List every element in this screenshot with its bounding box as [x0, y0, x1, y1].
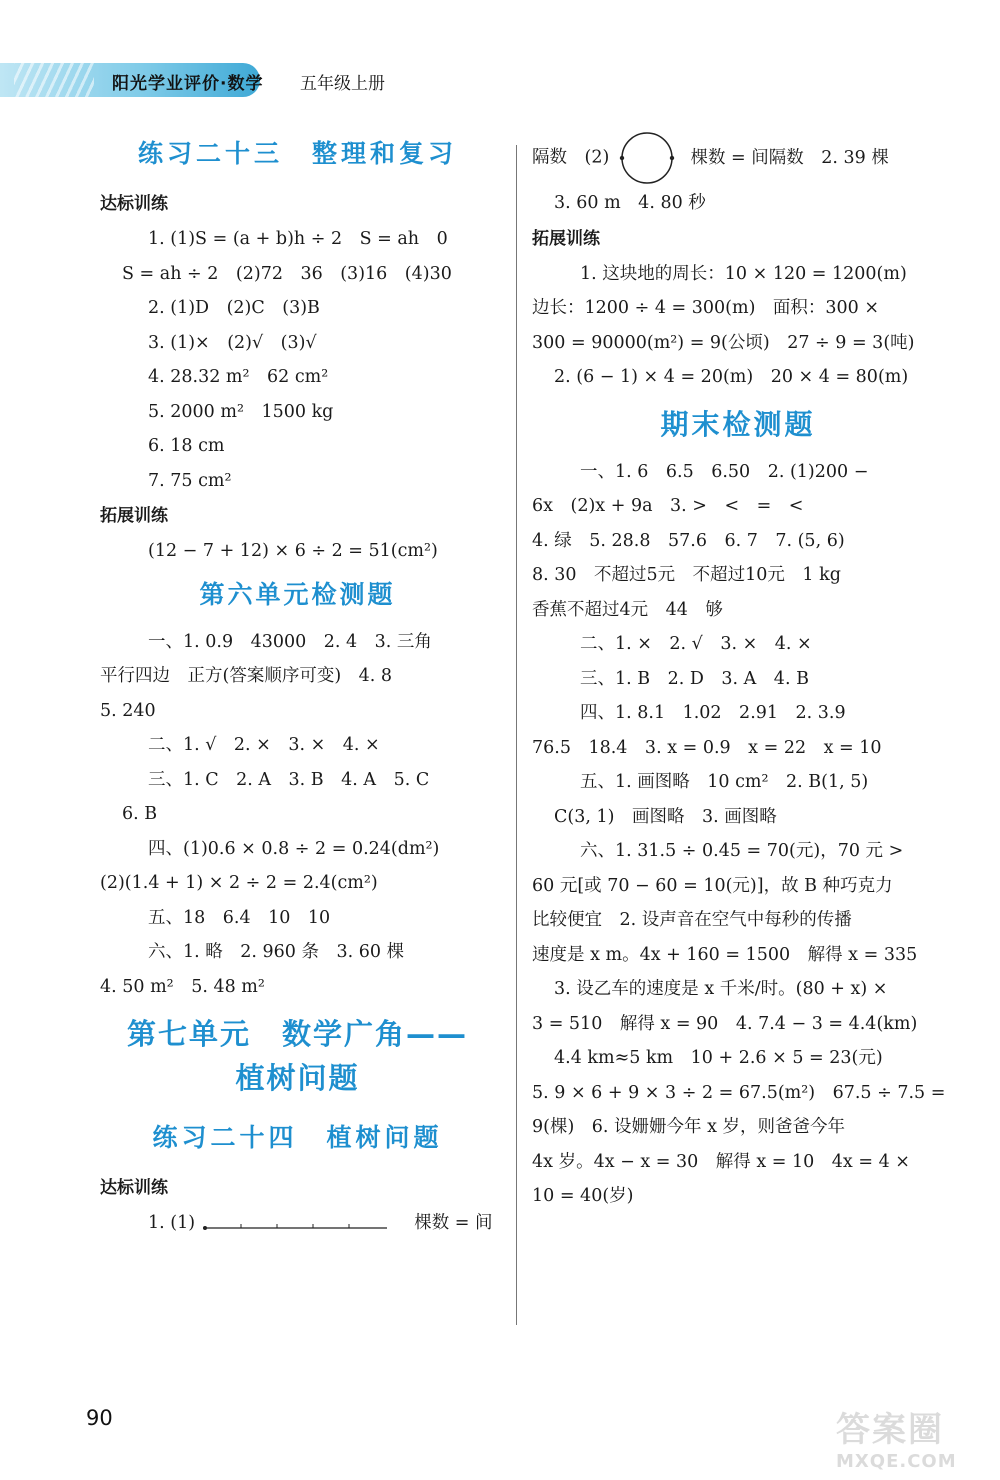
answer-line: 5. 9 × 6 + 9 × 3 ÷ 2 = 67.5(m²) 67.5 ÷ 7.5 =	[532, 1082, 946, 1103]
answer-line: 三、1. B 2. D 3. A 4. B	[580, 668, 809, 689]
answer-line: 5. 2000 m² 1500 kg	[148, 401, 334, 422]
answer-line: 六、1. 31.5 ÷ 0.45 = 70(元)，70 元 >	[580, 841, 904, 861]
answer-line: (2)(1.4 + 1) × 2 ÷ 2 = 2.4(cm²)	[100, 873, 378, 893]
answer-line-with-figure	[100, 1206, 495, 1241]
answer-line: 1. 这块地的周长：10 × 120 = 1200(m)	[580, 263, 907, 284]
left-column	[100, 130, 495, 1241]
answer-line: 三、1. C 2. A 3. B 4. A 5. C	[148, 769, 430, 790]
answer-line: 速度是 x m。4x + 160 = 1500 解得 x = 335	[532, 944, 918, 965]
page-number: 90	[86, 1406, 113, 1430]
answer-line: 2. (6 − 1) × 4 = 20(m) 20 × 4 = 80(m)	[554, 367, 909, 387]
header-stripe-decoration	[14, 57, 94, 101]
answer-suffix: 棵数 = 间隔数 2. 39 棵	[690, 147, 889, 168]
subheading-tuozhan: 拓展训练	[532, 228, 600, 249]
section-title-exercise-23: 练习二十三 整理和复习	[137, 139, 457, 168]
answer-line: 76.5 18.4 3. x = 0.9 x = 22 x = 10	[532, 737, 882, 758]
unit7-title-line1: 第七单元 数学广角——	[126, 1017, 468, 1051]
answer-line: 9(棵) 6. 设姗姗今年 x 岁，则爸爸今年	[532, 1117, 846, 1137]
circle-tree-figure	[615, 130, 679, 186]
answer-line: S = ah ÷ 2 (2)72 36 (3)16 (4)30	[122, 263, 452, 284]
answer-line: 比较便宜 2. 设声音在空气中每秒的传播	[532, 910, 852, 930]
column-divider	[516, 145, 517, 1325]
answer-line: 4. 28.32 m² 62 cm²	[148, 367, 329, 387]
answer-prefix: 1. (1)	[148, 1213, 196, 1233]
answer-line: 2. (1)D (2)C (3)B	[148, 298, 320, 318]
answer-suffix: 棵数 = 间	[414, 1213, 493, 1233]
answer-line: 平行四边 正方(答案顺序可变) 4. 8	[100, 666, 393, 686]
answer-line: 6. B	[122, 804, 158, 824]
answer-line: 10 = 40(岁)	[532, 1186, 634, 1206]
answer-line: 60 元[或 70 − 60 = 10(元)]，故 B 种巧克力	[532, 875, 893, 896]
section-title-unit6-test: 第六单元检测题	[199, 579, 396, 609]
answer-line: 五、18 6.4 10 10	[148, 907, 331, 928]
subheading-tuozhan: 拓展训练	[100, 506, 168, 526]
answer-line: 6x (2)x + 9a 3. > < = <	[532, 496, 804, 516]
book-title: 阳光学业评价·数学	[112, 74, 264, 94]
answer-line: 四、1. 8.1 1.02 2.91 2. 3.9	[580, 703, 846, 723]
answer-line: 3. 60 m 4. 80 秒	[554, 193, 706, 213]
answer-line: 香蕉不超过4元 44 够	[532, 599, 723, 620]
answer-line: 300 = 90000(m²) = 9(公顷) 27 ÷ 9 = 3(吨)	[532, 332, 915, 353]
unit7-title-line2: 植树问题	[235, 1061, 360, 1095]
answer-line: C(3, 1) 画图略 3. 画图略	[554, 806, 777, 827]
answer-line: 二、1. × 2. √ 3. × 4. ×	[580, 634, 812, 654]
watermark-text-top: 答案圈	[836, 1410, 944, 1450]
grade-label: 五年级上册	[300, 74, 385, 94]
answer-line: 7. 75 cm²	[148, 470, 232, 491]
answer-line: 五、1. 画图略 10 cm² 2. B(1, 5)	[580, 772, 869, 792]
tree-line-figure	[201, 1214, 391, 1234]
answer-line: 4. 50 m² 5. 48 m²	[100, 976, 265, 997]
answer-line: 3. 设乙车的速度是 x 千米/时。(80 + x) ×	[554, 979, 888, 999]
section-title-exercise-24: 练习二十四 植树问题	[152, 1123, 443, 1152]
section-title-final-test: 期末检测题	[660, 407, 816, 441]
answer-line: 6. 18 cm	[148, 436, 225, 456]
answer-line: 4x 岁。4x − x = 30 解得 x = 10 4x = 4 ×	[532, 1151, 910, 1172]
answer-line: 8. 30 不超过5元 不超过10元 1 kg	[532, 565, 841, 585]
answer-line: 一、1. 6 6.5 6.50 2. (1)200 −	[580, 461, 869, 482]
answer-prefix: 隔数 (2)	[532, 147, 610, 168]
answer-line: 5. 240	[100, 700, 156, 721]
answer-line: 1. (1)S = (a + b)h ÷ 2 S = ah 0	[148, 229, 448, 249]
answer-line: 二、1. √ 2. × 3. × 4. ×	[148, 735, 380, 755]
answer-line: 六、1. 略 2. 960 条 3. 60 棵	[148, 942, 405, 962]
watermark-text-bottom: MXQE.COM	[836, 1451, 957, 1472]
answer-line: 边长：1200 ÷ 4 = 300(m) 面积：300 ×	[532, 298, 880, 318]
answer-line: 四、(1)0.6 × 0.8 ÷ 2 = 0.24(dm²)	[148, 838, 440, 859]
answer-line: 3. (1)× (2)√ (3)√	[148, 332, 317, 353]
subheading-dabiao: 达标训练	[100, 1178, 168, 1198]
answer-line: 4.4 km≈5 km 10 + 2.6 × 5 = 23(元)	[554, 1048, 883, 1068]
right-column	[532, 130, 944, 1214]
answer-line: (12 − 7 + 12) × 6 ÷ 2 = 51(cm²)	[148, 541, 438, 561]
watermark-logo	[836, 1402, 986, 1472]
page-header	[0, 55, 400, 105]
answer-line-with-figure	[532, 130, 944, 186]
subheading-dabiao: 达标训练	[100, 194, 168, 214]
answer-line: 4. 绿 5. 28.8 57.6 6. 7 7. (5, 6)	[532, 530, 845, 551]
answer-line: 一、1. 0.9 43000 2. 4 3. 三角	[148, 631, 432, 652]
answer-line: 3 = 510 解得 x = 90 4. 7.4 − 3 = 4.4(km)	[532, 1013, 918, 1034]
